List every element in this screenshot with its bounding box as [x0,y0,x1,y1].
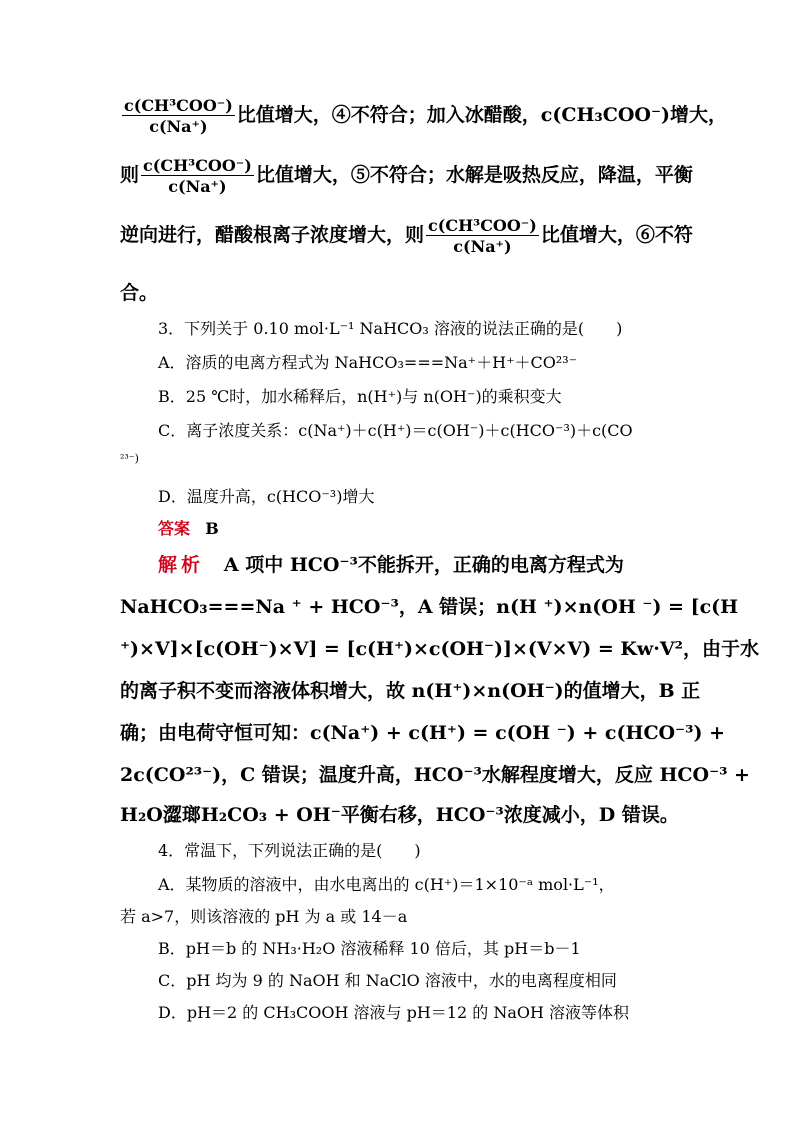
question-4-option-b: B．pH＝b 的 NH₃·H₂O 溶液稀释 10 倍后，其 pH＝b－1 [158,939,581,958]
analysis-line-5: 确；由电荷守恒可知：c(Na⁺) + c(H⁺) = c(OH ⁻) + c(HCO⁻³) + [120,722,725,744]
fraction-numerator: c(CH³COO⁻) [124,96,233,115]
fraction-denominator: c(Na⁺) [168,177,227,196]
paragraph-line-2 [120,156,693,196]
question-4-option-a: A．某物质的溶液中，由水电离出的 c(H⁺)＝1×10⁻ᵃ mol·L⁻¹， [158,875,615,894]
question-3-option-c: C．离子浓度关系：c(Na⁺)＋c(H⁺)＝c(OH⁻)＋c(HCO⁻³)＋c(CO [158,421,633,440]
analysis-line-1 [158,550,624,577]
question-3-stem: 3．下列关于 0.10 mol·L⁻¹ NaHCO₃ 溶液的说法正确的是( ) [158,319,623,338]
analysis-line-2: NaHCO₃===Na ⁺ + HCO⁻³，A 错误；n(H ⁺)×n(OH ⁻) = [c(H [120,596,739,618]
fraction [141,156,254,196]
question-3-option-b: B．25 ℃时，加水稀释后，n(H⁺)与 n(OH⁻)的乘积变大 [158,387,562,406]
analysis-line-7: H₂O澀瑯H₂CO₃ + OH⁻平衡右移，HCO⁻³浓度减小，D 错误。 [120,804,679,826]
paragraph-line-3 [120,216,693,256]
question-4-option-d: D．pH＝2 的 CH₃COOH 溶液与 pH＝12 的 NaOH 溶液等体积 [158,1003,630,1022]
fraction [122,96,235,136]
fraction [426,216,539,256]
paragraph-line-1 [120,96,727,136]
text-segment: 比值增大，④不符合；加入冰醋酸，c(CH₃COO⁻)增大， [236,104,727,126]
analysis-line-6: 2c(CO²³⁻)，C 错误；温度升高，HCO⁻³水解程度增大，反应 HCO⁻³ + [120,764,750,786]
fraction-numerator: c(CH³COO⁻) [143,156,252,175]
fraction-denominator: c(Na⁺) [149,117,208,136]
question-3-option-c-cont: ²³⁻) [120,452,139,465]
fraction-numerator: c(CH³COO⁻) [428,216,537,235]
analysis-line-3: ⁺)×V]×[c(OH⁻)×V] = [c(H⁺)×c(OH⁻)]×(V×V) = Kw·V²，由于水 [120,638,759,660]
answer-value: B [205,519,219,538]
text-segment: 则 [120,164,140,186]
text-segment: 比值增大，⑤不符合；水解是吸热反应，降温，平衡 [255,164,693,186]
analysis-line-4: 的离子积不变而溶液体积增大，故 n(H⁺)×n(OH⁻)的值增大，B 正 [120,680,701,702]
paragraph-line-4: 合。 [120,282,159,304]
fraction-denominator: c(Na⁺) [453,237,512,256]
question-3-option-d: D．温度升高，c(HCO⁻³)增大 [158,487,375,506]
question-4-option-c: C．pH 均为 9 的 NaOH 和 NaClO 溶液中，水的电离程度相同 [158,971,617,990]
text-segment: 比值增大，⑥不符 [540,224,693,246]
text-segment: 逆向进行，醋酸根离子浓度增大，则 [120,224,425,246]
question-3-answer [158,516,219,539]
question-4-option-a-cont: 若 a>7，则该溶液的 pH 为 a 或 14－a [120,907,408,926]
text-segment: A 项中 HCO⁻³不能拆开，正确的电离方程式为 [223,554,624,576]
analysis-label: 解析 [158,554,205,576]
question-4-stem: 4．常温下，下列说法正确的是( ) [158,841,421,860]
question-3-option-a: A．溶质的电离方程式为 NaHCO₃===Na⁺＋H⁺＋CO²³⁻ [158,353,578,372]
answer-label: 答案 [158,519,191,538]
